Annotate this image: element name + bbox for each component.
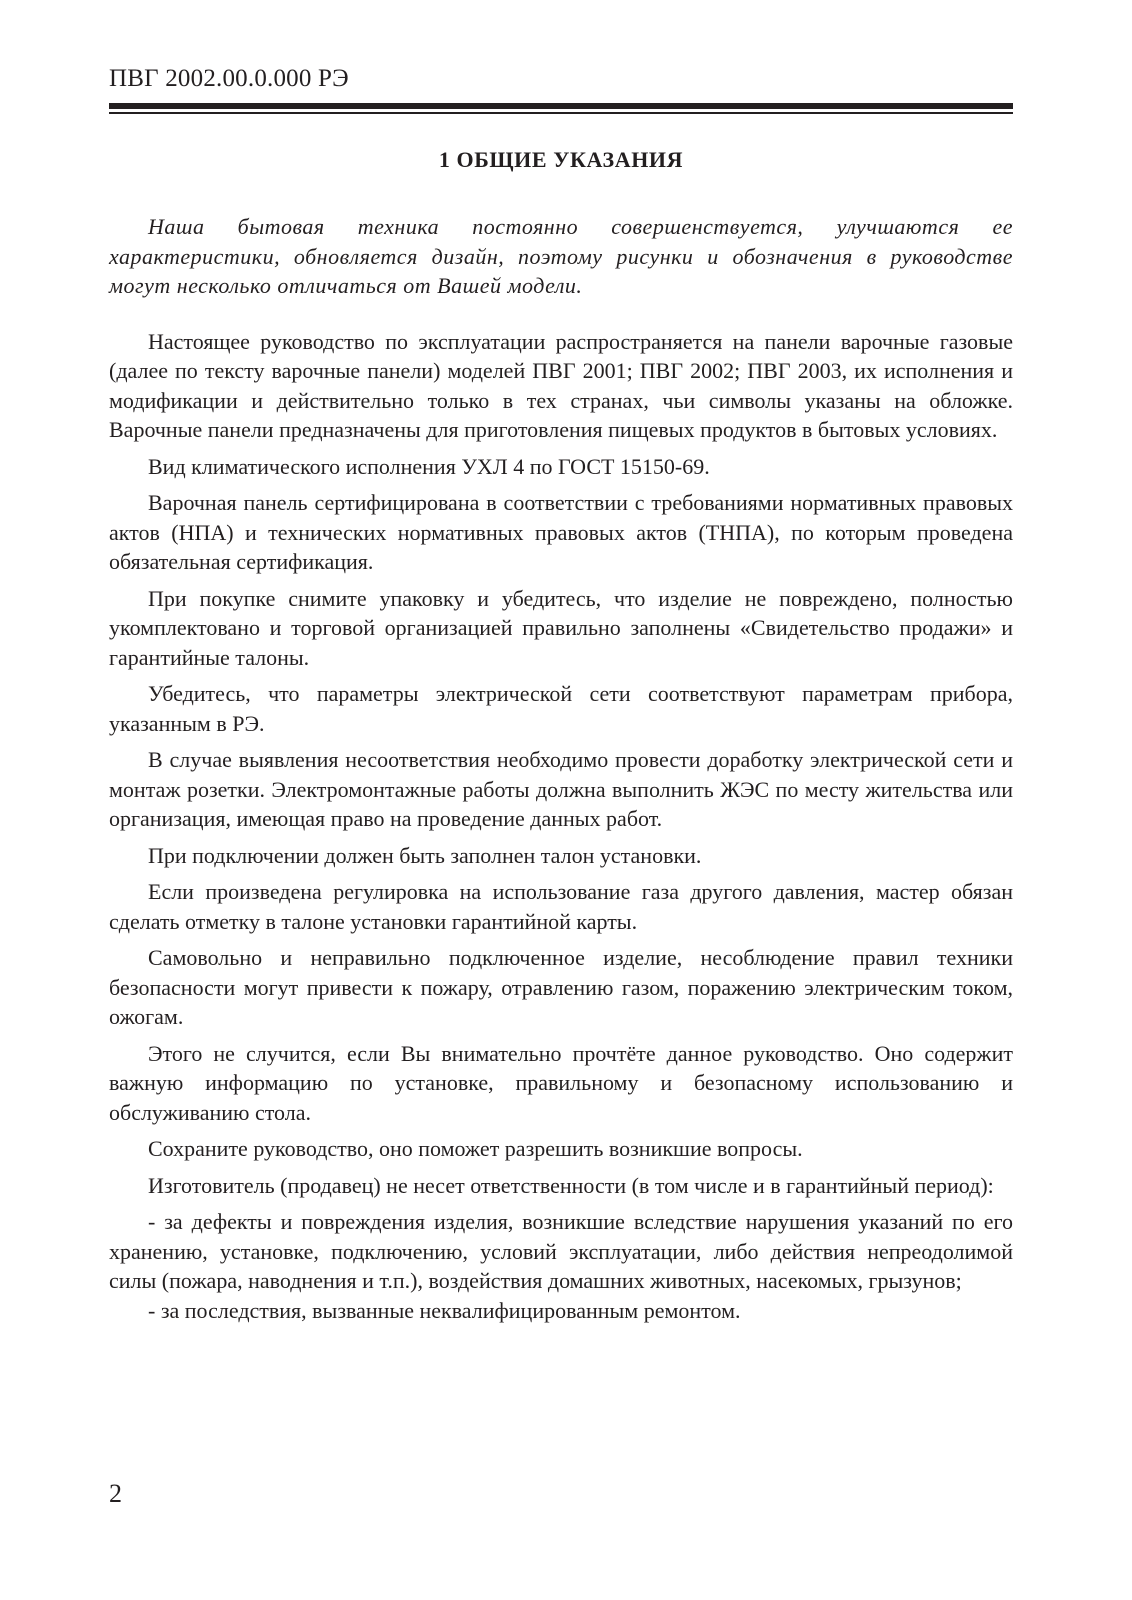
paragraph: Вид климатического исполнения УХЛ 4 по ГОСТ 15150-69. <box>148 453 710 479</box>
paragraph: Если произведена регулировка на использование газа другого давления, мастер обязан сделать отметку в талоне установки гарантийной карты. <box>109 879 1013 934</box>
body-text <box>109 212 1013 1325</box>
paragraph: Сохраните руководство, оно поможет разрешить возникшие вопросы. <box>148 1136 803 1161</box>
paragraph: Этого не случится, если Вы внимательно прочтёте данное руководство. Оно содержит важную информацию по установке, правильному и безопасному использованию и обслуживанию стола. <box>109 1040 1013 1125</box>
intro-paragraph: Наша бытовая техника постоянно совершенствуется, улучшаются ее характеристики, обновляется дизайн, поэтому рисунки и обозначения в руководстве могут несколько отличаться от Вашей модели. <box>109 214 1013 298</box>
page-number: 2 <box>109 1479 122 1508</box>
document-code-header: ПВГ 2002.00.0.000 РЭ <box>109 65 349 92</box>
header-rule-thin <box>109 112 1013 114</box>
paragraph: Варочная панель сертифицирована в соответствии с требованиями нормативных правовых актов (НПА) и технических нормативных правовых актов (ТНПА), по которым проведена обязательная сертификация. <box>109 490 1013 574</box>
section-title: 1 ОБЩИЕ УКАЗАНИЯ <box>438 147 684 172</box>
paragraph: При подключении должен быть заполнен талон установки. <box>148 842 702 868</box>
paragraph: Убедитесь, что параметры электрической сети соответствуют параметрам прибора, указанным в РЭ. <box>109 681 1013 736</box>
paragraph: Изготовитель (продавец) не несет ответственности (в том числе и в гарантийный период): <box>148 1172 994 1198</box>
list-item: - за последствия, вызванные неквалифицированным ремонтом. <box>148 1297 741 1323</box>
paragraph: При покупке снимите упаковку и убедитесь, что изделие не повреждено, полностью укомплектовано и торговой организацией правильно заполнены «Свидетельство продажи» и гарантийные талоны. <box>109 585 1013 670</box>
paragraph: Настоящее руководство по эксплуатации распространяется на панели варочные газовые (далее по тексту варочные панели) моделей ПВГ 2001; ПВГ 2002; ПВГ 2003, их исполнения и модификации и действительно только в тех странах, чьи символы указаны на обложке. Варочные панели предназначены для приготовления пищевых продуктов в бытовых условиях. <box>109 328 1013 442</box>
list-item: - за дефекты и повреждения изделия, возникшие вследствие нарушения указаний по его хранению, установке, подключению, условий эксплуатации, либо действия непреодолимой силы (пожара, наводнения и т.п.), воздействия домашних животных, насекомых, грызунов; <box>109 1209 1013 1293</box>
paragraph: В случае выявления несоответствия необходимо провести доработку электрической сети и монтаж розетки. Электромонтажные работы должна выполнить ЖЭС по месту жительства или организация, имеющая право на проведение данных работ. <box>109 747 1013 831</box>
paragraph: Самовольно и неправильно подключенное изделие, несоблюдение правил техники безопасности могут привести к пожару, отравлению газом, поражению электрическим током, ожогам. <box>109 945 1013 1029</box>
header-rule-thick <box>109 103 1013 109</box>
